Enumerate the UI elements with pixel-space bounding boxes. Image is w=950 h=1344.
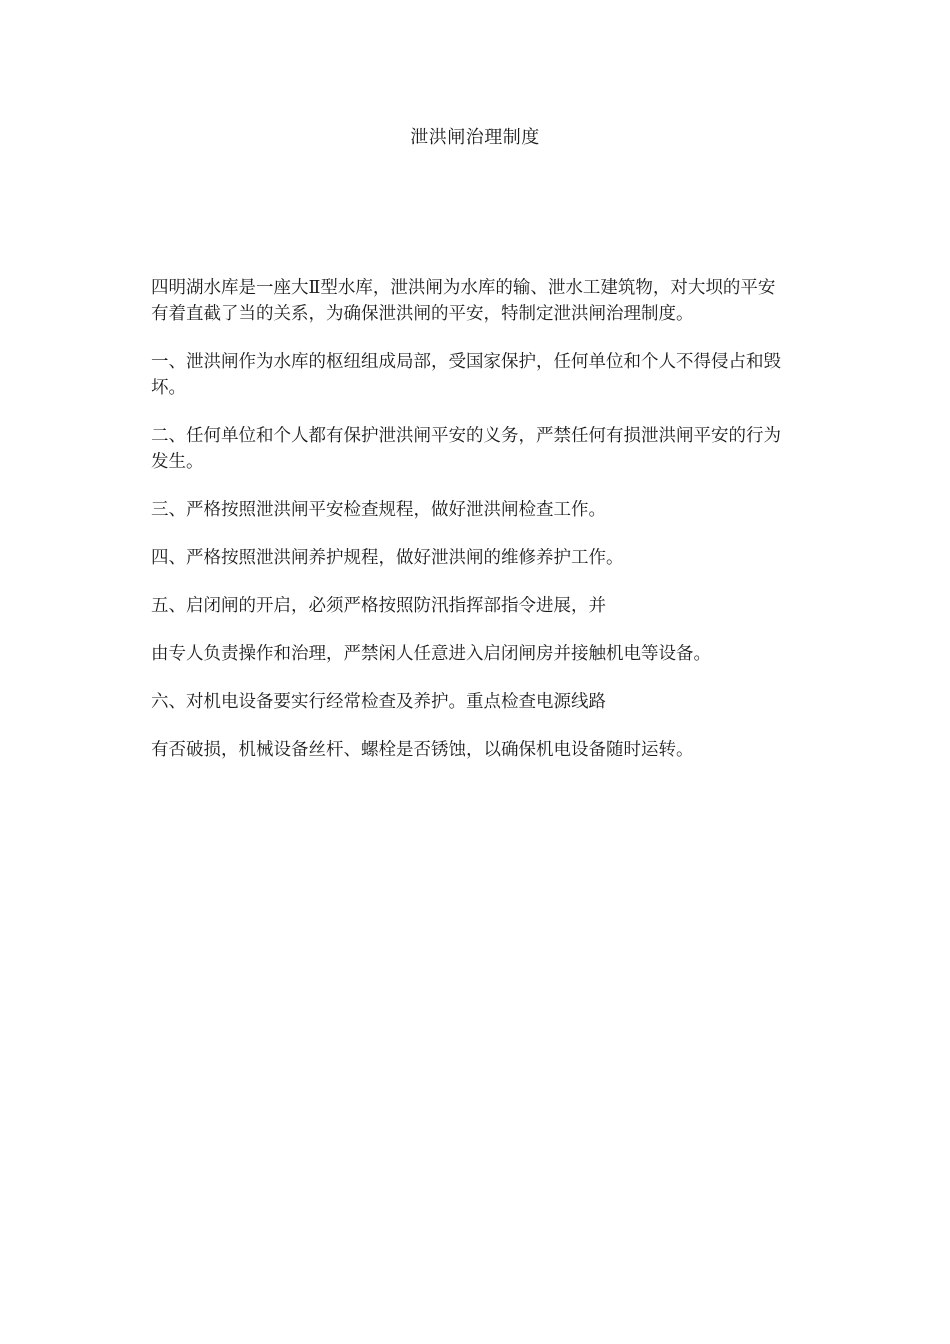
rule-2-paragraph: 二、任何单位和个人都有保护泄洪闸平安的义务，严禁任何有损泄洪闸平安的行为发生。	[151, 426, 781, 472]
document-body	[151, 275, 791, 785]
rule-4-paragraph: 四、严格按照泄洪闸养护规程，做好泄洪闸的维修养护工作。	[151, 548, 624, 568]
rule-3-paragraph: 三、严格按照泄洪闸平安检查规程，做好泄洪闸检查工作。	[151, 500, 606, 520]
rule-1-paragraph: 一、泄洪闸作为水库的枢纽组成局部，受国家保护，任何单位和个人不得侵占和毁坏。	[151, 352, 781, 398]
rule-6-continuation: 有否破损，机械设备丝杆、螺栓是否锈蚀，以确保机电设备随时运转。	[151, 740, 694, 760]
rule-5-continuation: 由专人负责操作和治理，严禁闲人任意进入启闭闸房并接触机电等设备。	[151, 644, 711, 664]
document-title: 泄洪闸治理制度	[410, 127, 540, 148]
rule-5-paragraph: 五、启闭闸的开启，必须严格按照防汛指挥部指令进展，并	[151, 596, 606, 616]
intro-paragraph: 四明湖水库是一座大Ⅱ型水库，泄洪闸为水库的输、泄水工建筑物，对大坝的平安有着直截了当的关系，为确保泄洪闸的平安，特制定泄洪闸治理制度。	[151, 278, 776, 324]
rule-6-paragraph: 六、对机电设备要实行经常检查及养护。重点检查电源线路	[151, 692, 606, 712]
